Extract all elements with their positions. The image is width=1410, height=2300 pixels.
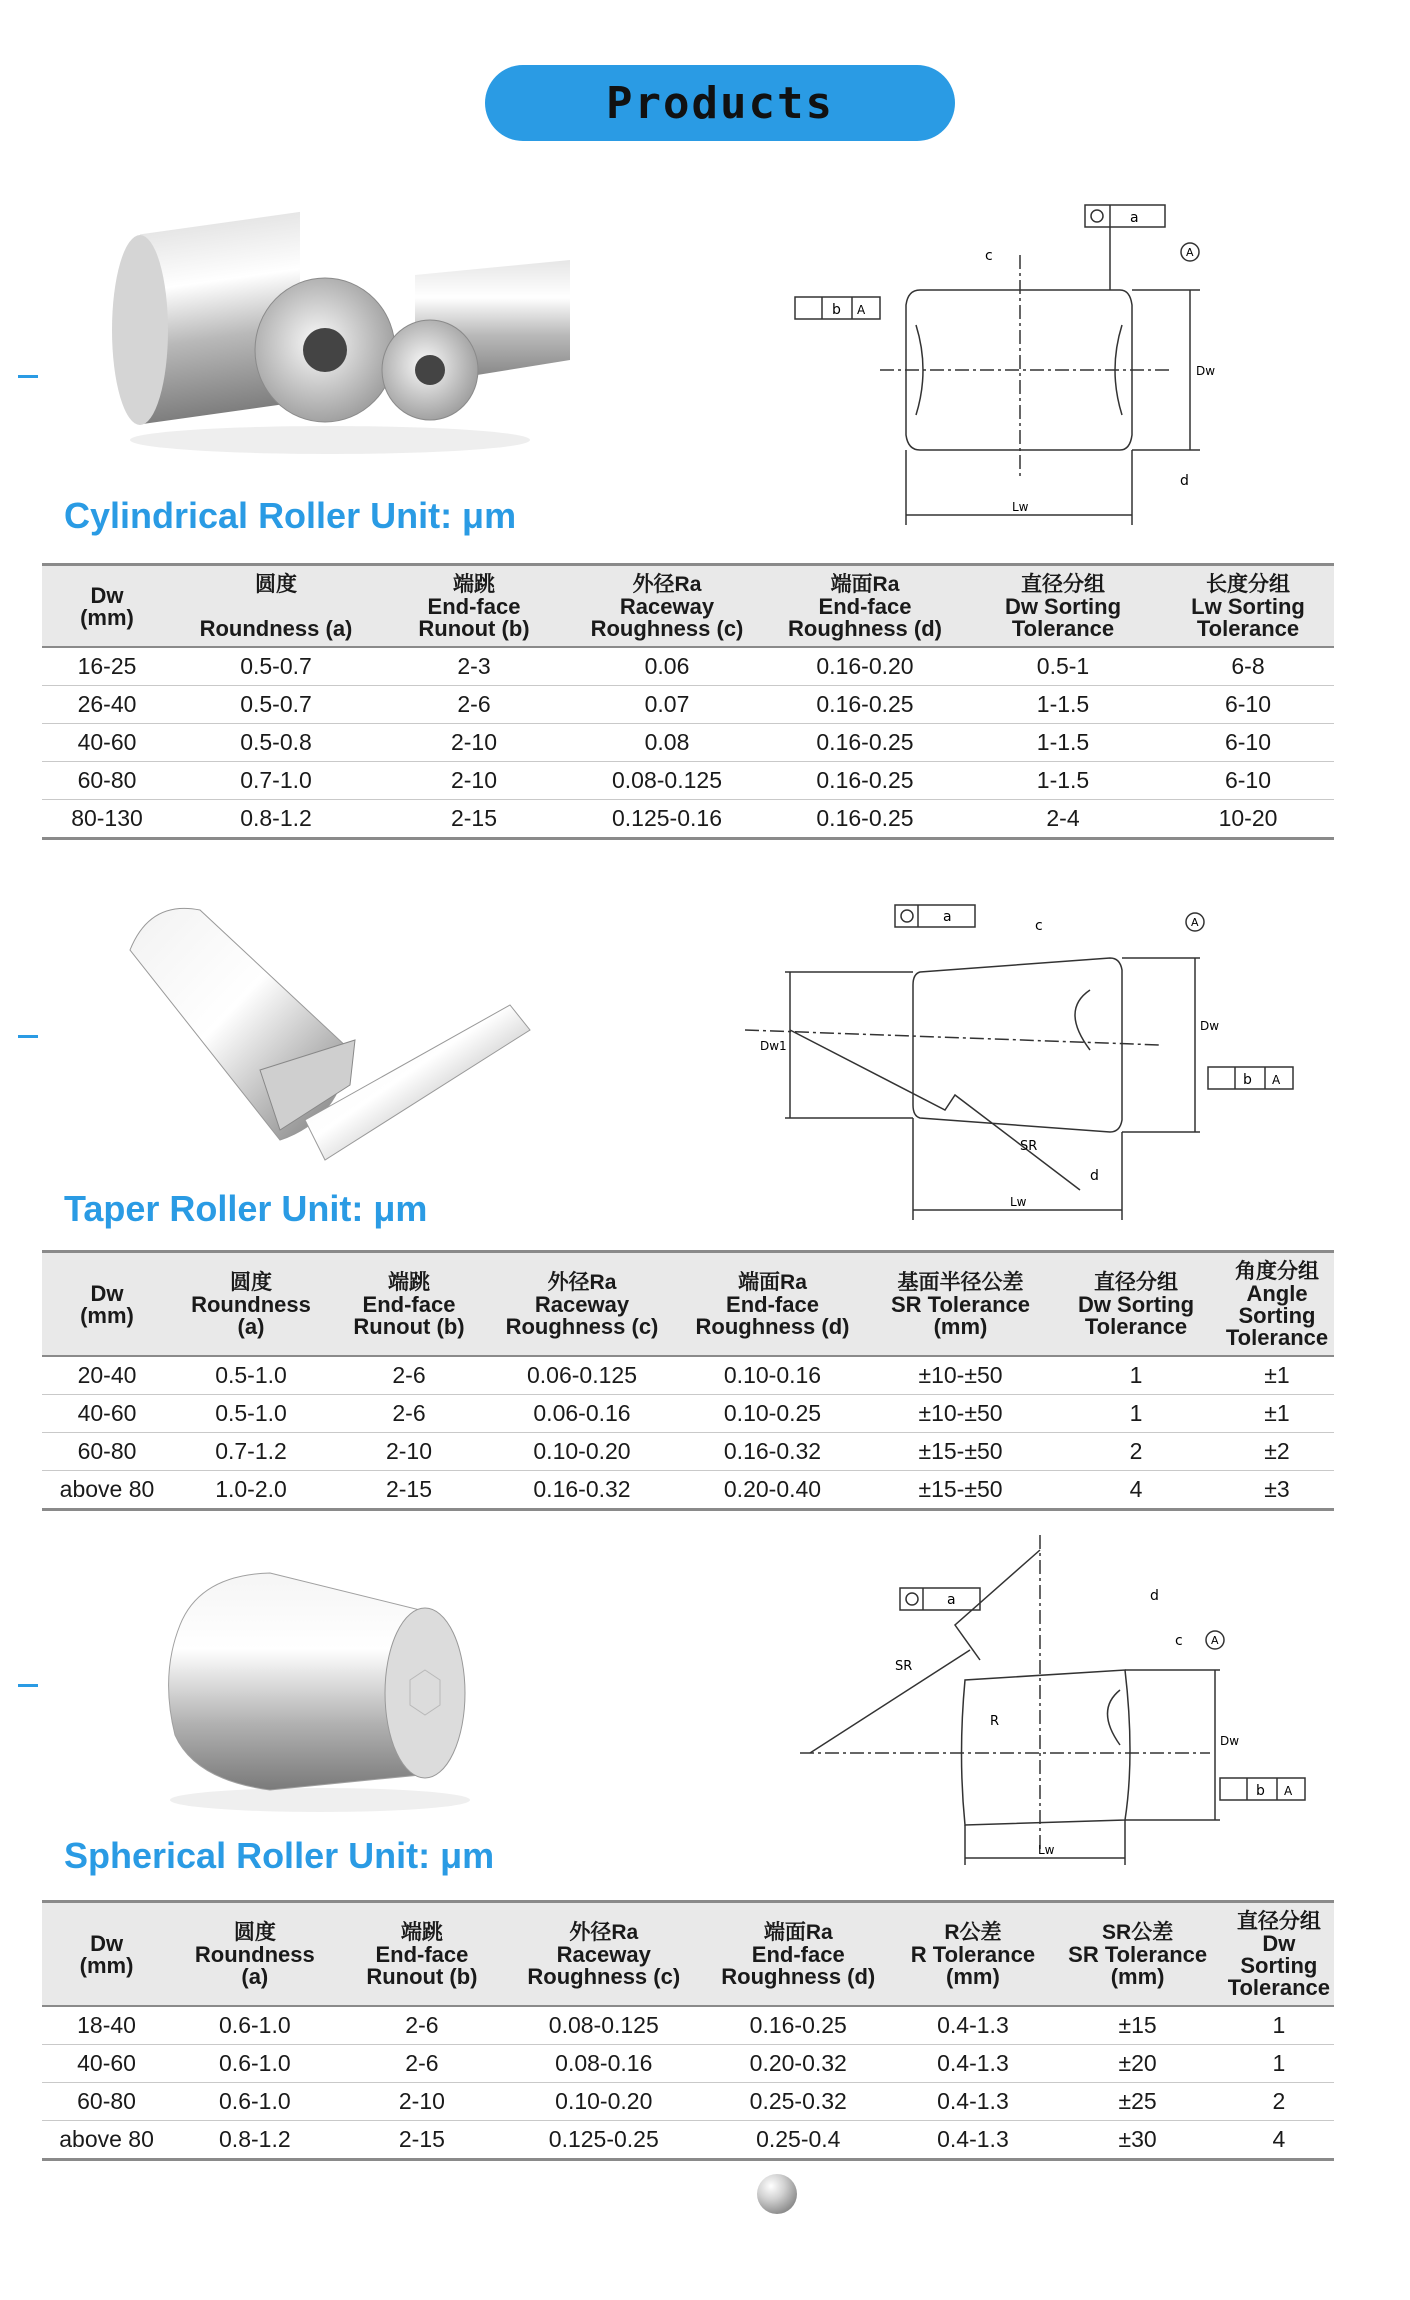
diagram-label: SR bbox=[1020, 1139, 1038, 1154]
table-cell: 0.16-0.25 bbox=[766, 686, 964, 724]
col-header-dw bbox=[42, 565, 172, 648]
table-row bbox=[42, 2045, 1334, 2083]
table-cell: 1-1.5 bbox=[964, 686, 1162, 724]
col-header-roundness bbox=[172, 565, 380, 648]
header-text: 角度分组 bbox=[1235, 1260, 1319, 1283]
table-cell: 0.6-1.0 bbox=[171, 2083, 338, 2121]
header-text: End-face bbox=[362, 1292, 456, 1317]
header-text: 直径分组 bbox=[1021, 573, 1105, 596]
table-cell: ±10-±50 bbox=[869, 1356, 1052, 1395]
table-cell: 16-25 bbox=[42, 647, 172, 686]
table-cell: 60-80 bbox=[42, 1433, 172, 1471]
table-cell: 0.08-0.125 bbox=[568, 762, 766, 800]
table-cell: 0.08-0.125 bbox=[505, 2006, 702, 2045]
table-cell: 0.20-0.40 bbox=[676, 1471, 869, 1510]
diagram-label: Lw bbox=[1010, 1195, 1027, 1209]
diagram-label: A bbox=[1272, 1073, 1281, 1087]
table-cell: 2-10 bbox=[330, 1433, 488, 1471]
table-cell: 26-40 bbox=[42, 686, 172, 724]
header-text: Tolerance bbox=[1196, 616, 1300, 641]
diagram-label: b bbox=[1256, 1783, 1265, 1799]
taper-roller-photo bbox=[110, 890, 550, 1170]
table-row bbox=[42, 1433, 1334, 1471]
table-cell: 0.7-1.2 bbox=[172, 1433, 330, 1471]
header-text: Raceway bbox=[619, 594, 715, 619]
table-cell: 0.8-1.2 bbox=[172, 800, 380, 839]
header-text: 外径Ra bbox=[547, 1271, 617, 1294]
section-title-cylindrical: Cylindrical Roller Unit: μm bbox=[64, 495, 517, 536]
table-row bbox=[42, 2083, 1334, 2121]
cylindrical-roller-diagram bbox=[780, 195, 1230, 535]
header-text: Dw Sorting bbox=[1077, 1292, 1195, 1317]
table-cell: 1 bbox=[1052, 1395, 1220, 1433]
table-cell: 60-80 bbox=[42, 762, 172, 800]
diagram-label: R bbox=[990, 1714, 1000, 1729]
col-header-dw-sorting bbox=[1224, 1902, 1334, 2007]
table-cell: 0.6-1.0 bbox=[171, 2006, 338, 2045]
table-cell: 0.4-1.3 bbox=[894, 2083, 1051, 2121]
header-text: 外径Ra bbox=[569, 1921, 639, 1944]
table-cell: 40-60 bbox=[42, 2045, 171, 2083]
section-title-taper: Taper Roller Unit: μm bbox=[64, 1188, 428, 1229]
products-banner: Products bbox=[485, 65, 955, 141]
header-text: Raceway bbox=[556, 1942, 651, 1967]
header-text: Dw bbox=[90, 583, 124, 608]
diagram-label: d bbox=[1090, 1168, 1099, 1184]
header-text: Dw Sorting bbox=[1004, 594, 1122, 619]
section-marker bbox=[18, 1684, 38, 1687]
table-cell: 1 bbox=[1224, 2006, 1334, 2045]
col-header-angle-sorting bbox=[1220, 1252, 1334, 1357]
diagram-label: A bbox=[857, 303, 866, 317]
col-header-raceway bbox=[568, 565, 766, 648]
table-cell: 0.16-0.32 bbox=[488, 1471, 676, 1510]
diagram-label: Lw bbox=[1012, 500, 1029, 514]
table-cell: 1 bbox=[1052, 1356, 1220, 1395]
table-cell: 0.25-0.4 bbox=[702, 2121, 894, 2160]
table-cell: 0.10-0.20 bbox=[488, 1433, 676, 1471]
table-cell: 1-1.5 bbox=[964, 762, 1162, 800]
table-row bbox=[42, 1471, 1334, 1510]
table-cell: 2-10 bbox=[380, 724, 568, 762]
table-cell: 20-40 bbox=[42, 1356, 172, 1395]
header-text: Lw Sorting bbox=[1191, 594, 1305, 619]
header-text: 外径Ra bbox=[632, 573, 702, 596]
diagram-label: b bbox=[832, 302, 841, 318]
table-cell: 0.06 bbox=[568, 647, 766, 686]
table-cell: 1-1.5 bbox=[964, 724, 1162, 762]
header-text: Dw Sorting bbox=[1240, 1931, 1318, 1978]
header-text: SR Tolerance bbox=[891, 1292, 1030, 1317]
table-header-row bbox=[42, 565, 1334, 648]
table-cell: above 80 bbox=[42, 1471, 172, 1510]
header-text: (mm) bbox=[80, 1303, 134, 1328]
col-header-dw bbox=[42, 1252, 172, 1357]
diagram-label: A bbox=[1191, 916, 1199, 929]
taper-spec-table bbox=[42, 1250, 1334, 1511]
table-cell: ±25 bbox=[1052, 2083, 1224, 2121]
table-cell: 0.16-0.25 bbox=[766, 762, 964, 800]
col-header-sr-tolerance bbox=[1052, 1902, 1224, 2007]
header-text: End-face bbox=[751, 1942, 845, 1967]
table-cell: ±20 bbox=[1052, 2045, 1224, 2083]
col-header-dw bbox=[42, 1902, 171, 2007]
table-row bbox=[42, 724, 1334, 762]
col-header-endface-ra bbox=[676, 1252, 869, 1357]
diagram-label: a bbox=[943, 909, 952, 925]
header-text: (mm) bbox=[80, 605, 134, 630]
table-cell: 0.10-0.25 bbox=[676, 1395, 869, 1433]
spherical-roller-photo bbox=[140, 1555, 500, 1825]
table-cell: 2-6 bbox=[330, 1356, 488, 1395]
table-cell: 2-4 bbox=[964, 800, 1162, 839]
steel-ball-icon bbox=[757, 2174, 797, 2214]
header-text: (mm) bbox=[946, 1964, 1000, 1989]
table-cell: ±30 bbox=[1052, 2121, 1224, 2160]
table-header-row bbox=[42, 1902, 1334, 2007]
col-header-runout bbox=[330, 1252, 488, 1357]
table-cell: 0.8-1.2 bbox=[171, 2121, 338, 2160]
table-cell: 0.125-0.25 bbox=[505, 2121, 702, 2160]
table-cell: 0.25-0.32 bbox=[702, 2083, 894, 2121]
cylindrical-roller-photo bbox=[100, 200, 600, 470]
header-text: Tolerance bbox=[1011, 616, 1115, 641]
header-text: Tolerance bbox=[1227, 1975, 1330, 2000]
table-cell: ±15-±50 bbox=[869, 1471, 1052, 1510]
table-cell: 0.4-1.3 bbox=[894, 2006, 1051, 2045]
col-header-dw-sorting bbox=[964, 565, 1162, 648]
table-cell: 2-15 bbox=[339, 2121, 506, 2160]
diagram-label: SR bbox=[895, 1659, 913, 1674]
diagram-label: a bbox=[1130, 210, 1139, 226]
header-text: 端面Ra bbox=[830, 573, 900, 596]
table-cell: 0.20-0.32 bbox=[702, 2045, 894, 2083]
table-cell: 2-10 bbox=[339, 2083, 506, 2121]
table-cell: 40-60 bbox=[42, 724, 172, 762]
table-cell: 0.06-0.16 bbox=[488, 1395, 676, 1433]
table-cell: ±1 bbox=[1220, 1356, 1334, 1395]
section-marker bbox=[18, 375, 38, 378]
table-cell: 2 bbox=[1224, 2083, 1334, 2121]
table-row bbox=[42, 762, 1334, 800]
header-text: SR公差 bbox=[1102, 1921, 1174, 1944]
diagram-label: Dw bbox=[1220, 1734, 1240, 1748]
header-text: Tolerance bbox=[1225, 1325, 1329, 1350]
header-text: Runout (b) bbox=[366, 1964, 478, 1989]
table-cell: 4 bbox=[1224, 2121, 1334, 2160]
table-cell: 0.10-0.16 bbox=[676, 1356, 869, 1395]
diagram-label: c bbox=[985, 248, 993, 264]
col-header-endface-ra bbox=[766, 565, 964, 648]
table-cell: ±2 bbox=[1220, 1433, 1334, 1471]
header-text: Roughness (c) bbox=[590, 616, 744, 641]
diagram-label: Dw1 bbox=[760, 1039, 787, 1053]
header-text: End-face bbox=[375, 1942, 469, 1967]
diagram-label: Dw bbox=[1196, 364, 1216, 378]
header-text: (a) bbox=[241, 1964, 269, 1989]
diagram-label: Lw bbox=[1038, 1843, 1055, 1857]
table-cell: 0.16-0.25 bbox=[766, 724, 964, 762]
col-header-roundness bbox=[172, 1252, 330, 1357]
table-cell: 2-6 bbox=[339, 2045, 506, 2083]
table-cell: 2-3 bbox=[380, 647, 568, 686]
table-cell: 0.06-0.125 bbox=[488, 1356, 676, 1395]
table-row bbox=[42, 1395, 1334, 1433]
header-text: Roughness (d) bbox=[788, 616, 942, 641]
header-text: End-face bbox=[818, 594, 912, 619]
table-cell: 1 bbox=[1224, 2045, 1334, 2083]
col-header-r-tolerance bbox=[894, 1902, 1051, 2007]
table-cell: 2-15 bbox=[380, 800, 568, 839]
table-row bbox=[42, 686, 1334, 724]
table-cell: 10-20 bbox=[1162, 800, 1334, 839]
table-header-row bbox=[42, 1252, 1334, 1357]
header-text: (mm) bbox=[79, 1953, 134, 1978]
diagram-label: c bbox=[1035, 918, 1043, 934]
diagram-label: Dw bbox=[1200, 1019, 1220, 1033]
header-text: R Tolerance bbox=[910, 1942, 1036, 1967]
table-cell: 0.5-1 bbox=[964, 647, 1162, 686]
header-text: (mm) bbox=[1110, 1964, 1165, 1989]
table-cell: 0.10-0.20 bbox=[505, 2083, 702, 2121]
table-cell: 0.16-0.20 bbox=[766, 647, 964, 686]
table-cell: ±3 bbox=[1220, 1471, 1334, 1510]
header-text: 直径分组 bbox=[1236, 1910, 1321, 1933]
table-cell: 2-6 bbox=[380, 686, 568, 724]
header-text: 长度分组 bbox=[1206, 573, 1290, 596]
table-cell: ±15-±50 bbox=[869, 1433, 1052, 1471]
table-cell: 6-8 bbox=[1162, 647, 1334, 686]
table-cell: 0.5-1.0 bbox=[172, 1356, 330, 1395]
table-cell: 0.5-0.7 bbox=[172, 686, 380, 724]
header-text: SR Tolerance bbox=[1068, 1942, 1208, 1967]
header-text: 圆度 bbox=[233, 1921, 276, 1944]
table-row bbox=[42, 647, 1334, 686]
header-text: 直径分组 bbox=[1094, 1271, 1178, 1294]
header-text: Tolerance bbox=[1084, 1314, 1188, 1339]
diagram-label: A bbox=[1211, 1634, 1219, 1647]
header-text: Roughness (d) bbox=[695, 1314, 850, 1339]
table-cell: 4 bbox=[1052, 1471, 1220, 1510]
header-text: Roughness (d) bbox=[721, 1964, 876, 1989]
table-cell: 6-10 bbox=[1162, 724, 1334, 762]
header-text: Runout (b) bbox=[353, 1314, 465, 1339]
header-text: Runout (b) bbox=[418, 616, 530, 641]
section-title-spherical: Spherical Roller Unit: μm bbox=[64, 1835, 495, 1876]
table-cell: 0.4-1.3 bbox=[894, 2121, 1051, 2160]
header-text: 圆度 bbox=[255, 573, 297, 596]
header-text: 端跳 bbox=[388, 1271, 430, 1294]
diagram-label: b bbox=[1243, 1072, 1252, 1088]
diagram-label: d bbox=[1150, 1588, 1159, 1604]
table-cell: 18-40 bbox=[42, 2006, 171, 2045]
col-header-runout bbox=[339, 1902, 506, 2007]
table-cell: 0.7-1.0 bbox=[172, 762, 380, 800]
header-text: R公差 bbox=[944, 1921, 1002, 1944]
header-text: Roughness (c) bbox=[505, 1314, 659, 1339]
diagram-label: A bbox=[1284, 1784, 1293, 1798]
header-text: Dw bbox=[90, 1281, 124, 1306]
table-cell: 2-6 bbox=[339, 2006, 506, 2045]
diagram-label: A bbox=[1186, 246, 1194, 259]
header-text: End-face bbox=[427, 594, 521, 619]
table-cell: 0.08-0.16 bbox=[505, 2045, 702, 2083]
col-header-lw-sorting bbox=[1162, 565, 1334, 648]
col-header-runout bbox=[380, 565, 568, 648]
table-cell: 0.07 bbox=[568, 686, 766, 724]
diagram-label: a bbox=[947, 1592, 956, 1608]
diagram-label: c bbox=[1175, 1633, 1183, 1649]
header-text: Roundness bbox=[194, 1942, 315, 1967]
header-text: 端跳 bbox=[400, 1921, 443, 1944]
section-marker bbox=[18, 1035, 38, 1038]
spherical-roller-diagram bbox=[790, 1520, 1310, 1870]
table-row bbox=[42, 2121, 1334, 2160]
table-cell: 0.16-0.32 bbox=[676, 1433, 869, 1471]
table-cell: 2-15 bbox=[330, 1471, 488, 1510]
col-header-dw-sorting bbox=[1052, 1252, 1220, 1357]
table-cell: 40-60 bbox=[42, 1395, 172, 1433]
header-text: End-face bbox=[726, 1292, 819, 1317]
header-text: 端面Ra bbox=[763, 1921, 833, 1944]
col-header-raceway bbox=[505, 1902, 702, 2007]
col-header-raceway bbox=[488, 1252, 676, 1357]
header-text: Roundness bbox=[191, 1292, 311, 1317]
table-cell: ±1 bbox=[1220, 1395, 1334, 1433]
table-cell: 80-130 bbox=[42, 800, 172, 839]
taper-roller-diagram bbox=[730, 890, 1310, 1230]
header-text: 端跳 bbox=[453, 573, 495, 596]
table-cell: 0.5-0.7 bbox=[172, 647, 380, 686]
col-header-endface-ra bbox=[702, 1902, 894, 2007]
header-text: (a) bbox=[237, 1314, 265, 1339]
table-cell: 0.125-0.16 bbox=[568, 800, 766, 839]
header-text: (mm) bbox=[933, 1314, 988, 1339]
table-cell: ±15 bbox=[1052, 2006, 1224, 2045]
header-text: 圆度 bbox=[230, 1271, 272, 1294]
header-text: Roundness (a) bbox=[199, 616, 353, 641]
header-text: Roughness (c) bbox=[527, 1964, 681, 1989]
table-cell: 0.6-1.0 bbox=[171, 2045, 338, 2083]
table-cell: ±10-±50 bbox=[869, 1395, 1052, 1433]
table-cell: 1.0-2.0 bbox=[172, 1471, 330, 1510]
table-cell: 0.08 bbox=[568, 724, 766, 762]
table-cell: 0.5-1.0 bbox=[172, 1395, 330, 1433]
spherical-spec-table bbox=[42, 1900, 1334, 2161]
table-cell: 0.16-0.25 bbox=[766, 800, 964, 839]
header-text: 端面Ra bbox=[738, 1271, 807, 1294]
table-cell: 0.16-0.25 bbox=[702, 2006, 894, 2045]
table-cell: 0.4-1.3 bbox=[894, 2045, 1051, 2083]
header-text: Dw bbox=[90, 1931, 124, 1956]
table-row bbox=[42, 800, 1334, 839]
col-header-sr-tolerance bbox=[869, 1252, 1052, 1357]
table-cell: 2 bbox=[1052, 1433, 1220, 1471]
table-cell: 2-10 bbox=[380, 762, 568, 800]
cylindrical-spec-table bbox=[42, 563, 1334, 840]
table-cell: 6-10 bbox=[1162, 686, 1334, 724]
header-text: 基面半径公差 bbox=[897, 1271, 1024, 1294]
diagram-label: d bbox=[1180, 473, 1189, 489]
table-row bbox=[42, 2006, 1334, 2045]
col-header-roundness bbox=[171, 1902, 338, 2007]
header-text: Raceway bbox=[534, 1292, 630, 1317]
table-cell: 6-10 bbox=[1162, 762, 1334, 800]
table-cell: 2-6 bbox=[330, 1395, 488, 1433]
table-cell: 0.5-0.8 bbox=[172, 724, 380, 762]
table-cell: 60-80 bbox=[42, 2083, 171, 2121]
table-row bbox=[42, 1356, 1334, 1395]
header-text: Angle Sorting bbox=[1238, 1281, 1316, 1328]
table-cell: above 80 bbox=[42, 2121, 171, 2160]
